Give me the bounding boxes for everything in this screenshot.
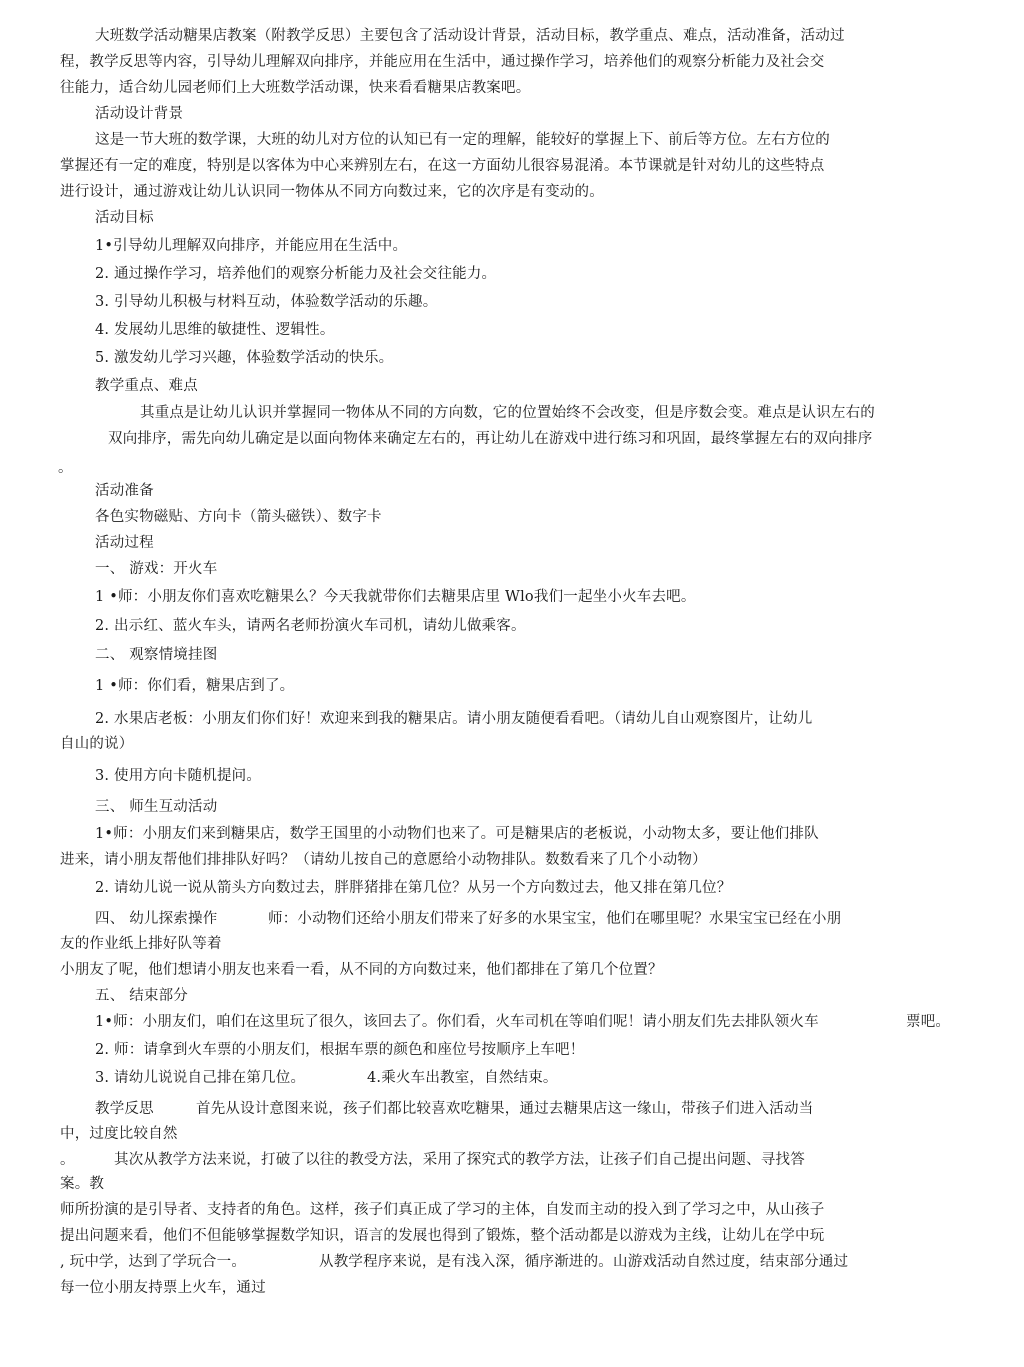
background-line-1: 这是一节大班的数学课，大班的幼儿对方位的认知已有一定的理解，能较好的掌握上下、前后等方位。左右方位的 xyxy=(95,132,830,148)
goal-item-5: 5. 激发幼儿学习兴趣，体验数学活动的快乐。 xyxy=(95,350,394,366)
heading-background: 活动设计背景 xyxy=(95,106,184,122)
section-4-line-2: 友的作业纸上排好队等着 xyxy=(60,936,222,952)
reflection-line-3: 。 xyxy=(60,1152,75,1168)
goal-item-4: 4. 发展幼儿思维的敏捷性、逻辑性。 xyxy=(95,322,335,338)
section-5-item-4: 4.乘火车出教室，自然结束。 xyxy=(367,1070,558,1086)
reflection-line-7: 提出问题来看，他们不但能够掌握数学知识，语言的发展也得到了锻炼，整个活动都是以游戏为主线，让幼儿在学中玩 xyxy=(60,1228,825,1244)
section-1-item-2: 2. 出示红、蓝火车头，请两名老师扮演火车司机，请幼儿做乘客。 xyxy=(95,618,526,634)
key-points-line-1: 其重点是让幼儿认识并掌握同一物体从不同的方向数，它的位置始终不会改变，但是序数会变。难点是认识左右的 xyxy=(140,405,875,421)
section-5-item-1: 1•师：小朋友们，咱们在这里玩了很久，该回去了。你们看，火车司机在等咱们呢！请小朋友们先去排队领火车 xyxy=(95,1014,819,1030)
section-3-item-1: 1•师：小朋友们来到糖果店，数学王国里的小动物们也来了。可是糖果店的老板说，小动物太多，要让他们排队 xyxy=(95,826,819,842)
section-1-title: 一、 游戏：开火车 xyxy=(95,561,218,577)
heading-key-points: 教学重点、难点 xyxy=(95,378,198,394)
heading-reflection: 教学反思 xyxy=(95,1101,154,1117)
section-2-item-1: 1 •师：你们看，糖果店到了。 xyxy=(95,678,295,694)
section-5-title: 五、 结束部分 xyxy=(95,988,189,1004)
section-5-item-1-end: 票吧。 xyxy=(906,1014,951,1030)
reflection-line-4: 其次从教学方法来说，打破了以往的教受方法，采用了探究式的教学方法，让孩子们自己提出问题、寻找答 xyxy=(114,1152,805,1168)
goal-item-1: 1•引导幼儿理解双向排序，并能应用在生活中。 xyxy=(95,238,408,254)
section-2-item-2-cont: 自山的说） xyxy=(60,736,134,752)
preparation-line: 各色实物磁贴、方向卡（箭头磁铁）、数字卡 xyxy=(95,509,382,525)
heading-goals: 活动目标 xyxy=(95,210,154,226)
reflection-line-10: 每一位小朋友持票上火车，通过 xyxy=(60,1280,266,1296)
section-1-item-1: 1 •师：小朋友你们喜欢吃糖果么？今天我就带你们去糖果店里 Wlo我们一起坐小火车去吧。 xyxy=(95,589,696,605)
intro-line-1: 大班数学活动糖果店教案（附教学反思）主要包含了活动设计背景，活动目标，教学重点、难点，活动准备，活动过 xyxy=(95,28,845,44)
section-4-line-3: 小朋友了呢，他们想请小朋友也来看一看，从不同的方向数过来，他们都排在了第几个位置？ xyxy=(60,962,663,978)
section-3-item-1-cont: 进来，请小朋友帮他们排排队好吗？（请幼儿按自己的意愿给小动物排队。数数看来了几个小动物） xyxy=(60,852,707,868)
section-3-title: 三、 师生互动活动 xyxy=(95,799,218,815)
goal-item-2: 2. 通过操作学习，培养他们的观察分析能力及社会交往能力。 xyxy=(95,266,497,282)
heading-process: 活动过程 xyxy=(95,535,154,551)
reflection-line-2: 中，过度比较自然 xyxy=(60,1126,178,1142)
heading-preparation: 活动准备 xyxy=(95,483,154,499)
section-4-title: 四、 幼儿探索操作 xyxy=(95,911,218,927)
background-line-2: 掌握还有一定的难度，特别是以客体为中心来辨别左右，在这一方面幼儿很容易混淆。本节课就是针对幼儿的这些特点 xyxy=(60,158,825,174)
reflection-line-9: 从教学程序来说，是有浅入深，循序渐进的。山游戏活动自然过度，结束部分通过 xyxy=(319,1254,849,1270)
goal-item-3: 3. 引导幼儿积极与材料互动，体验数学活动的乐趣。 xyxy=(95,294,438,310)
section-2-item-3: 3. 使用方向卡随机提问。 xyxy=(95,768,262,784)
intro-line-2: 程，教学反思等内容，引导幼儿理解双向排序，并能应用在生活中，通过操作学习，培养他们的观察分析能力及社会交 xyxy=(60,54,825,70)
key-points-line-3: 。 xyxy=(58,460,73,476)
section-3-item-2: 2. 请幼儿说一说从箭头方向数过去，胖胖猪排在第几位？从另一个方向数过去，他又排在第几位？ xyxy=(95,880,732,896)
background-line-3: 进行设计，通过游戏让幼儿认识同一物体从不同方向数过来，它的次序是有变动的。 xyxy=(60,184,604,200)
intro-line-3: 往能力，适合幼儿园老师们上大班数学活动课，快来看看糖果店教案吧。 xyxy=(60,80,531,96)
section-5-item-3: 3. 请幼儿说说自己排在第几位。 xyxy=(95,1070,306,1086)
reflection-line-8: , 玩中学，达到了学玩合一。 xyxy=(60,1254,247,1270)
reflection-line-5: 案。教 xyxy=(60,1176,105,1192)
section-4-line-1: 师：小动物们还给小朋友们带来了好多的水果宝宝，他们在哪里呢？水果宝宝已经在小朋 xyxy=(268,911,842,927)
key-points-line-2: 双向排序，需先向幼儿确定是以面向物体来确定左右的，再让幼儿在游戏中进行练习和巩固，最终掌握左右的双向排序 xyxy=(108,431,873,447)
reflection-line-1: 首先从设计意图来说，孩子们都比较喜欢吃糖果，通过去糖果店这一缘山，带孩子们进入活动当 xyxy=(196,1101,814,1117)
section-2-item-2: 2. 水果店老板：小朋友们你们好！欢迎来到我的糖果店。请小朋友随便看看吧。（请幼儿自山观察图片，让幼儿 xyxy=(95,711,813,727)
section-2-title: 二、 观察情境挂图 xyxy=(95,647,218,663)
section-5-item-2: 2. 师：请拿到火车票的小朋友们，根据车票的颜色和座位号按顺序上车吧！ xyxy=(95,1042,585,1058)
reflection-line-6: 师所扮演的是引导者、支持者的角色。这样，孩子们真正成了学习的主体，自发而主动的投入到了学习之中，从山孩子 xyxy=(60,1202,825,1218)
